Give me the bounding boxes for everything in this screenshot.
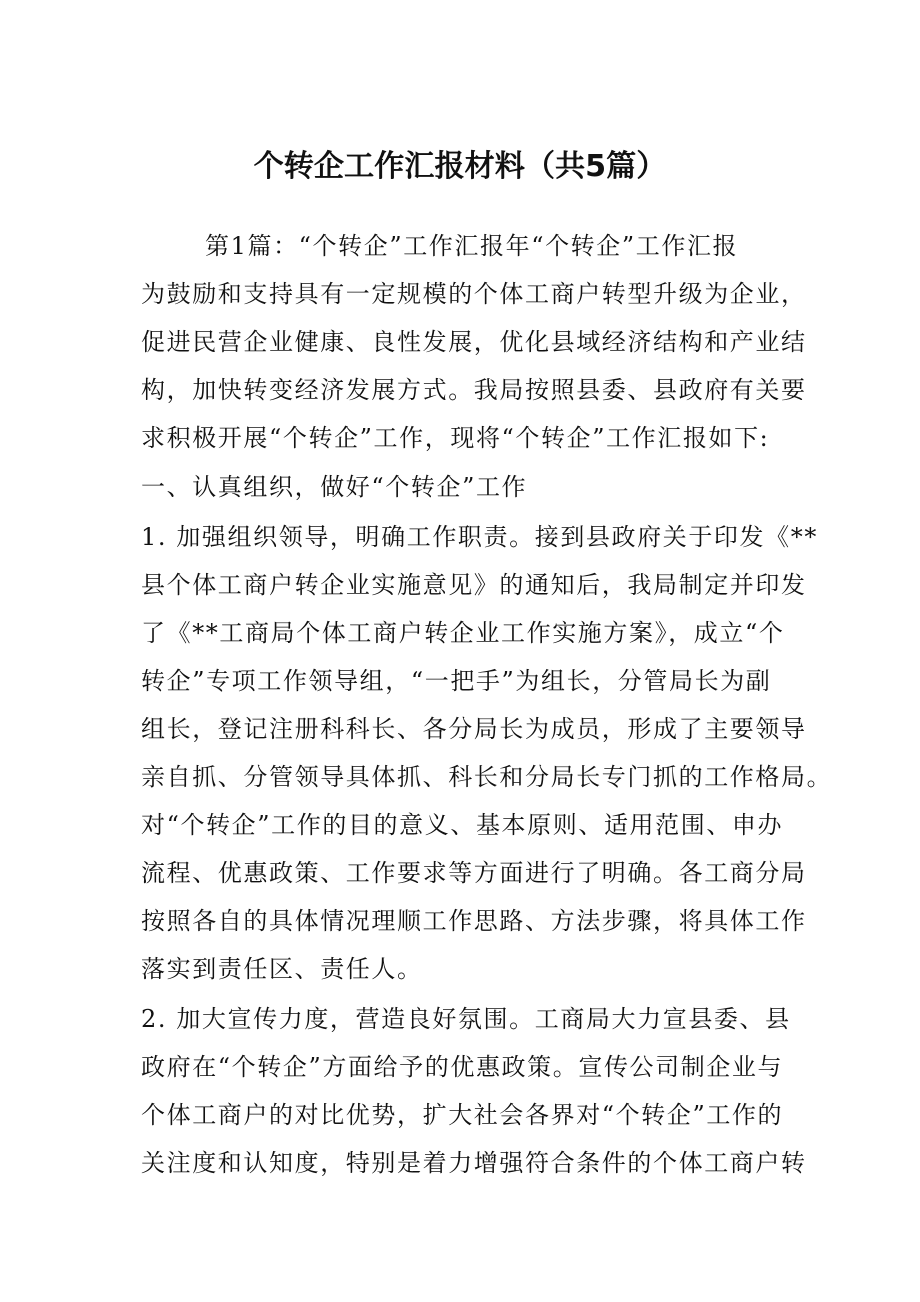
- body-line: 按照各自的具体情况理顺工作思路、方法步骤，将具体工作: [141, 907, 807, 935]
- body-line: 1. 加强组织领导，明确工作职责。接到县政府关于印发《**: [141, 523, 818, 551]
- body-line: 对“个转企”工作的目的意义、基本原则、适用范围、申办: [141, 811, 784, 839]
- body-line: 落实到责任区、责任人。: [141, 955, 423, 983]
- body-line: 求积极开展“个转企”工作，现将“个转企”工作汇报如下:: [141, 424, 770, 452]
- section-heading-line: 第1篇：“个转企”工作汇报年“个转企”工作汇报: [205, 232, 739, 260]
- body-line: 促进民营企业健康、良性发展，优化县域经济结构和产业结: [141, 328, 807, 356]
- body-line: 构，加快转变经济发展方式。我局按照县委、县政府有关要: [141, 376, 807, 404]
- subheading-line: 一、认真组织，做好“个转企”工作: [141, 473, 528, 501]
- body-line: 政府在“个转企”方面给予的优惠政策。宣传公司制企业与: [141, 1053, 784, 1081]
- body-line: 个体工商户的对比优势，扩大社会各界对“个转企”工作的: [141, 1101, 784, 1129]
- body-line: 流程、优惠政策、工作要求等方面进行了明确。各工商分局: [141, 859, 807, 887]
- body-line: 组长，登记注册科科长、各分局长为成员，形成了主要领导: [141, 715, 807, 743]
- document-title: 个转企工作汇报材料（共5篇）: [253, 149, 667, 184]
- body-line: 亲自抓、分管领导具体抓、科长和分局长专门抓的工作格局。: [141, 763, 833, 791]
- body-line: 2. 加大宣传力度，营造良好氛围。工商局大力宣县委、县: [141, 1005, 791, 1033]
- body-line: 转企”专项工作领导组，“一把手”为组长，分管局长为副: [141, 667, 772, 695]
- body-line: 了《**工商局个体工商户转企业工作实施方案》，成立“个: [141, 619, 785, 647]
- body-line: 关注度和认知度，特别是着力增强符合条件的个体工商户转: [141, 1149, 807, 1177]
- body-line: 县个体工商户转企业实施意见》的通知后，我局制定并印发: [141, 571, 807, 599]
- body-line: 为鼓励和支持具有一定规模的个体工商户转型升级为企业，: [141, 280, 807, 308]
